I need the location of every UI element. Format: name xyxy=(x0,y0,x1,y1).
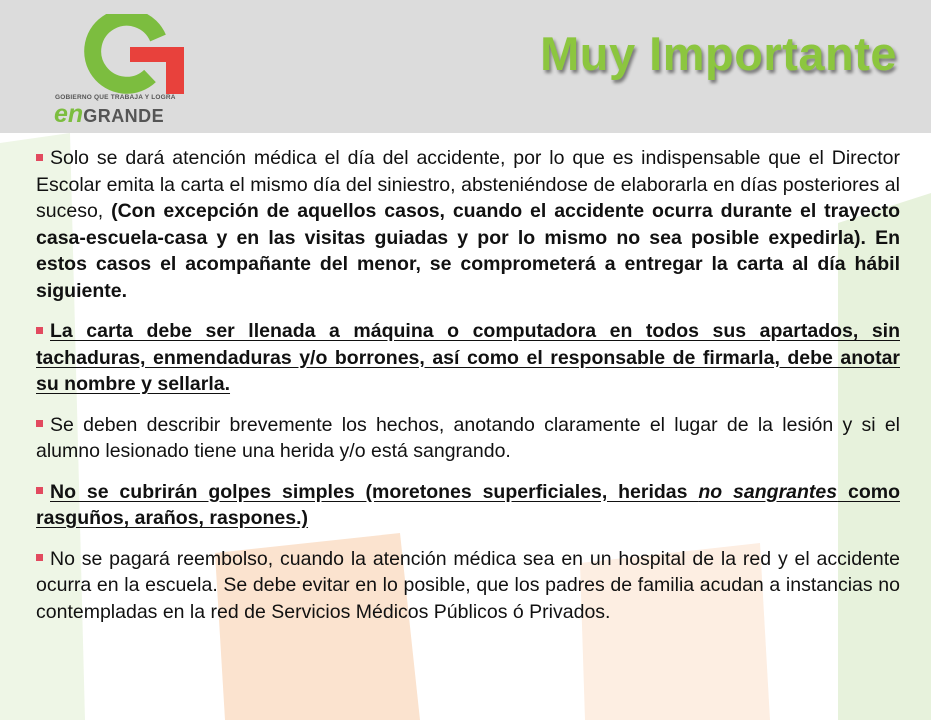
page-title: Muy Importante xyxy=(540,27,897,80)
bullet-1-text: Solo se dará atención médica el día del accidente, por lo que es indispensable que el Director Escolar emita la carta el mismo día del siniestro, absteniéndose de elaborarla en días posteriores al suceso, xyxy=(36,147,900,222)
logo-word-grande: GRANDE xyxy=(83,106,165,126)
logo-word-en: en xyxy=(54,100,84,128)
bullet-item-4 xyxy=(36,479,900,532)
bullet-marker-icon xyxy=(36,327,43,334)
logo-wordmark xyxy=(54,102,164,130)
bullet-item-3 xyxy=(36,412,900,465)
bullet-item-5 xyxy=(36,546,900,626)
bullet-5-text: No se pagará reembolso, cuando la atención médica sea en un hospital de la red y el accidente ocurra en la escuela. Se debe evitar en lo posible, que los padres de familia acudan a instancias no contempladas en la red de Servicios Médicos Públicos ó Privados. xyxy=(36,547,900,623)
bullet-marker-icon xyxy=(36,154,43,161)
bullet-list xyxy=(36,145,900,639)
bullet-2-text: La carta debe ser llenada a máquina o computadora en todos sus apartados, sin tachaduras, enmendaduras y/o borrones, así como el responsable de firmarla, debe anotar su nombre y sellarla. xyxy=(36,320,900,395)
logo xyxy=(48,14,208,126)
bullet-marker-icon xyxy=(36,420,43,427)
bullet-3-text: Se deben describir brevemente los hechos, anotando claramente el lugar de la lesión y si el alumno lesionado tiene una herida y/o está sangrando. xyxy=(36,413,900,462)
bullet-marker-icon xyxy=(36,487,43,494)
bullet-item-1 xyxy=(36,145,900,304)
logo-tagline: GOBIERNO QUE TRABAJA Y LOGRA xyxy=(55,94,176,101)
bullet-1-bold-text: (Con excepción de aquellos casos, cuando el accidente ocurra durante el trayecto casa-escuela-casa y en las visitas guiadas y por lo mismo no sea posible expedirla). En estos casos el acompañante del menor, se comprometerá a entregar la carta al día hábil siguiente. xyxy=(36,200,901,302)
bullet-item-2 xyxy=(36,318,900,398)
bullet-4-italic-text: no sangrantes xyxy=(698,480,838,503)
bullet-marker-icon xyxy=(36,554,43,561)
bullet-4-text: No se cubrirán golpes simples (moretones superficiales, heridas xyxy=(50,480,699,503)
logo-g-mark-icon xyxy=(48,14,208,94)
bullet-4-text-end: como rasguños, araños, raspones.) xyxy=(36,480,900,529)
